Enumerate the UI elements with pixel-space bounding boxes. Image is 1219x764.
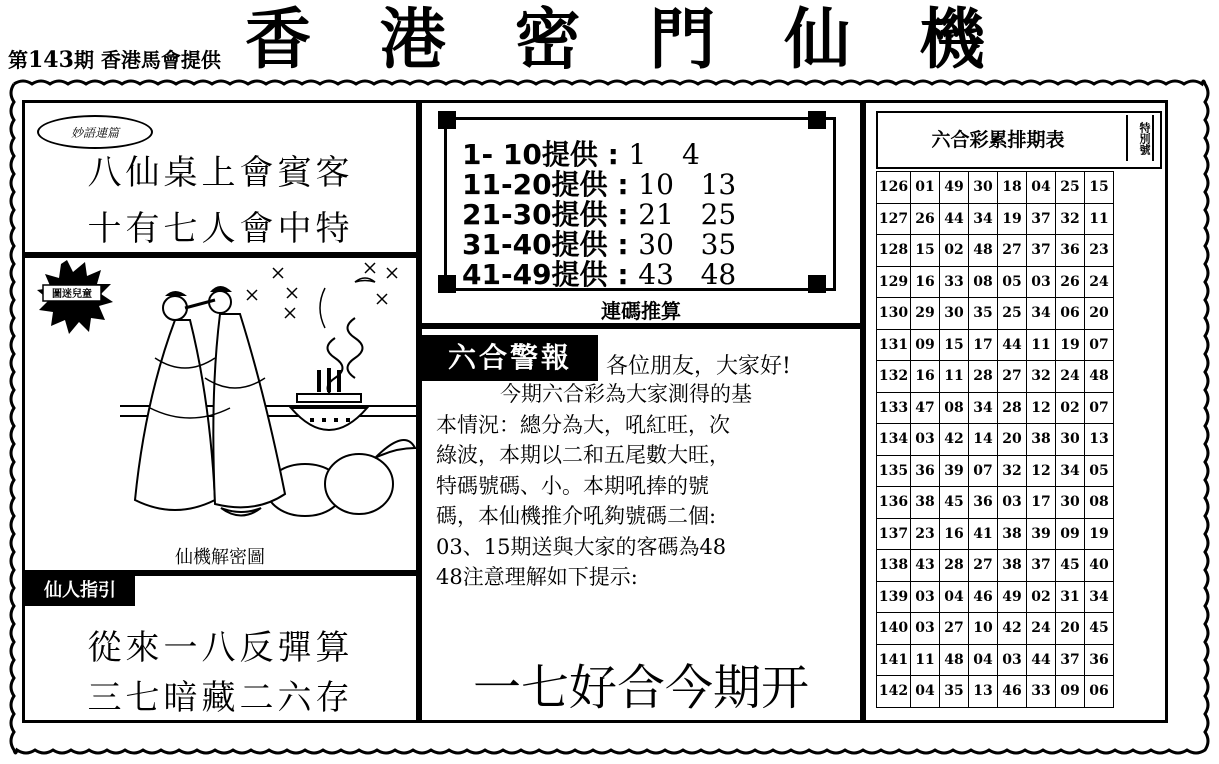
special-number-cell: 34	[1085, 581, 1114, 613]
number-cell: 09	[1056, 518, 1085, 550]
number-cell: 46	[998, 676, 1027, 708]
corner-ornament-icon	[808, 111, 826, 129]
table-row	[877, 361, 1114, 393]
table-row	[877, 581, 1114, 613]
oval-label: 妙語連篇	[37, 115, 153, 149]
number-cell: 04	[940, 581, 969, 613]
title-char: 仙	[784, 1, 851, 78]
number-cell: 35	[940, 676, 969, 708]
number-cell: 37	[1056, 644, 1085, 676]
special-label: 特別號	[1126, 115, 1154, 161]
period-cell: 133	[877, 392, 911, 424]
range-row: 1- 10提供 : 1 4	[462, 138, 700, 171]
draw-history-panel	[863, 100, 1168, 723]
report-line: 今期六合彩為大家測得的基	[500, 382, 752, 406]
period-cell: 137	[877, 518, 911, 550]
range-row: 21-30提供 : 21 25	[462, 198, 737, 231]
special-number-cell: 20	[1085, 298, 1114, 330]
number-cell: 30	[1056, 424, 1085, 456]
number-cell: 02	[1056, 392, 1085, 424]
corner-ornament-icon	[808, 275, 826, 293]
number-cell: 25	[1056, 172, 1085, 204]
period-cell: 126	[877, 172, 911, 204]
number-cell: 01	[911, 172, 940, 204]
table-row	[877, 644, 1114, 676]
number-cell: 49	[940, 172, 969, 204]
period-cell: 134	[877, 424, 911, 456]
table-row	[877, 235, 1114, 267]
number-cell: 27	[998, 361, 1027, 393]
number-cell: 16	[940, 518, 969, 550]
number-cell: 42	[940, 424, 969, 456]
number-cell: 17	[969, 329, 998, 361]
number-cell: 10	[969, 613, 998, 645]
poem-line: 十有七人會中特	[87, 209, 354, 249]
report-line: 03、15期送與大家的客碼為48	[436, 534, 727, 559]
number-cell: 34	[969, 392, 998, 424]
special-number-cell: 19	[1085, 518, 1114, 550]
number-cell: 08	[969, 266, 998, 298]
alert-banner: 六合警報	[422, 335, 598, 381]
number-cell: 38	[1027, 424, 1056, 456]
special-number-cell: 08	[1085, 487, 1114, 519]
number-cell: 44	[1027, 644, 1056, 676]
special-number-cell: 05	[1085, 455, 1114, 487]
number-cell: 06	[1056, 298, 1085, 330]
page-title	[245, 0, 985, 80]
period-cell: 132	[877, 361, 911, 393]
guide-line: 三七暗藏二六存	[87, 678, 354, 718]
special-number-cell: 07	[1085, 329, 1114, 361]
report-line: 綠波，本期以二和五尾數大旺，	[436, 443, 730, 467]
number-cell: 48	[940, 644, 969, 676]
number-cell: 47	[911, 392, 940, 424]
number-cell: 17	[1027, 487, 1056, 519]
number-cell: 36	[911, 455, 940, 487]
table-title: 六合彩累排期表	[931, 129, 1065, 151]
period-cell: 138	[877, 550, 911, 582]
number-cell: 45	[940, 487, 969, 519]
table-row	[877, 392, 1114, 424]
number-cell: 11	[1027, 329, 1056, 361]
guide-line: 從來一八反彈算	[87, 628, 354, 668]
report-line: 碼，本仙機推介吼夠號碼二個:	[436, 504, 717, 528]
number-cell: 18	[998, 172, 1027, 204]
number-cell: 14	[969, 424, 998, 456]
number-cell: 34	[969, 203, 998, 235]
issue-number: 143	[28, 47, 74, 73]
period-cell: 130	[877, 298, 911, 330]
period-cell: 140	[877, 613, 911, 645]
title-char: 門	[649, 1, 716, 78]
report-text	[436, 379, 856, 593]
number-cell: 26	[911, 203, 940, 235]
number-cell: 32	[1027, 361, 1056, 393]
special-number-cell: 13	[1085, 424, 1114, 456]
corner-ornament-icon	[438, 111, 456, 129]
number-cell: 03	[911, 613, 940, 645]
number-cell: 13	[969, 676, 998, 708]
number-cell: 03	[998, 644, 1027, 676]
period-cell: 128	[877, 235, 911, 267]
number-cell: 44	[998, 329, 1027, 361]
image-caption: 仙機解密圖	[175, 547, 265, 568]
number-cell: 30	[940, 298, 969, 330]
number-cell: 48	[969, 235, 998, 267]
number-cell: 03	[911, 424, 940, 456]
draw-table	[876, 171, 1114, 708]
range-row: 31-40提供 : 30 35	[462, 228, 737, 261]
title-char: 香	[245, 1, 311, 78]
period-cell: 139	[877, 581, 911, 613]
issue-label	[8, 44, 221, 73]
number-cell: 45	[1056, 550, 1085, 582]
number-cell: 49	[998, 581, 1027, 613]
special-number-cell: 15	[1085, 172, 1114, 204]
number-cell: 12	[1027, 392, 1056, 424]
table-row	[877, 676, 1114, 708]
calc-caption: 連碼推算	[601, 299, 681, 323]
title-char: 機	[918, 1, 985, 78]
number-cell: 15	[911, 235, 940, 267]
number-cell: 12	[1027, 455, 1056, 487]
number-cell: 16	[911, 361, 940, 393]
table-header	[876, 111, 1162, 169]
immortal-illustration	[25, 258, 416, 570]
table-row	[877, 455, 1114, 487]
number-cell: 28	[969, 361, 998, 393]
number-cell: 37	[1027, 235, 1056, 267]
corner-ornament-icon	[438, 275, 456, 293]
number-cell: 37	[1027, 203, 1056, 235]
number-cell: 23	[911, 518, 940, 550]
number-cell: 03	[998, 487, 1027, 519]
special-number-cell: 36	[1085, 644, 1114, 676]
number-cell: 37	[1027, 550, 1056, 582]
number-cell: 34	[1056, 455, 1085, 487]
report-line: 48注意理解如下提示:	[436, 565, 638, 589]
special-number-cell: 45	[1085, 613, 1114, 645]
table-row	[877, 550, 1114, 582]
number-cell: 11	[911, 644, 940, 676]
number-cell: 30	[969, 172, 998, 204]
number-cell: 26	[1056, 266, 1085, 298]
number-cell: 02	[940, 235, 969, 267]
number-cell: 19	[1056, 329, 1085, 361]
greeting: 各位朋友，大家好!	[606, 354, 791, 379]
number-cell: 15	[940, 329, 969, 361]
number-cell: 20	[1056, 613, 1085, 645]
number-cell: 27	[969, 550, 998, 582]
number-cell: 36	[969, 487, 998, 519]
number-cell: 30	[1056, 487, 1085, 519]
period-cell: 135	[877, 455, 911, 487]
special-number-cell: 40	[1085, 550, 1114, 582]
number-cell: 38	[998, 550, 1027, 582]
number-cell: 38	[911, 487, 940, 519]
badge-label: 圖迷兒童	[52, 289, 92, 300]
title-char: 密	[514, 1, 581, 78]
number-cell: 33	[940, 266, 969, 298]
period-cell: 131	[877, 329, 911, 361]
special-number-cell: 07	[1085, 392, 1114, 424]
number-cell: 36	[1056, 235, 1085, 267]
period-cell: 136	[877, 487, 911, 519]
special-number-cell: 23	[1085, 235, 1114, 267]
range-row: 41-49提供 : 43 48	[462, 258, 737, 291]
number-cell: 39	[1027, 518, 1056, 550]
number-cell: 20	[998, 424, 1027, 456]
bottom-hint: 一七好合今期开	[472, 660, 809, 716]
table-row	[877, 424, 1114, 456]
number-cell: 03	[911, 581, 940, 613]
number-cell: 24	[1027, 613, 1056, 645]
number-cell: 19	[998, 203, 1027, 235]
table-row	[877, 487, 1114, 519]
number-cell: 09	[911, 329, 940, 361]
number-cell: 28	[940, 550, 969, 582]
number-cell: 24	[1056, 361, 1085, 393]
number-cell: 11	[940, 361, 969, 393]
number-cell: 27	[998, 235, 1027, 267]
guide-panel	[22, 573, 419, 723]
period-cell: 142	[877, 676, 911, 708]
table-row	[877, 613, 1114, 645]
table-row	[877, 266, 1114, 298]
report-line: 特碼號碼、小。本期吼捧的號	[436, 473, 709, 498]
number-cell: 35	[969, 298, 998, 330]
number-cell: 04	[1027, 172, 1056, 204]
number-cell: 44	[940, 203, 969, 235]
table-row	[877, 329, 1114, 361]
number-cell: 46	[969, 581, 998, 613]
special-number-cell: 06	[1085, 676, 1114, 708]
period-cell: 129	[877, 266, 911, 298]
number-cell: 29	[911, 298, 940, 330]
number-cell: 33	[1027, 676, 1056, 708]
number-cell: 41	[969, 518, 998, 550]
number-cell: 05	[998, 266, 1027, 298]
special-number-cell: 48	[1085, 361, 1114, 393]
special-number-cell: 24	[1085, 266, 1114, 298]
report-line: 本情況：總分為大，吼紅旺，次	[436, 412, 730, 437]
range-panel	[419, 100, 863, 326]
table-row	[877, 172, 1114, 204]
number-cell: 31	[1056, 581, 1085, 613]
number-cell: 34	[1027, 298, 1056, 330]
issue-suffix: 期 香港馬會提供	[73, 48, 221, 72]
issue-prefix: 第	[8, 48, 28, 72]
number-cell: 08	[940, 392, 969, 424]
alert-panel	[419, 326, 863, 723]
number-cell: 03	[1027, 266, 1056, 298]
number-cell: 32	[1056, 203, 1085, 235]
guide-banner: 仙人指引	[25, 576, 135, 606]
range-row: 11-20提供 : 10 13	[462, 168, 737, 201]
number-cell: 42	[998, 613, 1027, 645]
number-cell: 04	[969, 644, 998, 676]
number-cell: 09	[1056, 676, 1085, 708]
number-cell: 28	[998, 392, 1027, 424]
poem-line: 八仙桌上會賓客	[87, 153, 354, 193]
table-row	[877, 203, 1114, 235]
number-cell: 02	[1027, 581, 1056, 613]
period-cell: 127	[877, 203, 911, 235]
poem-panel	[22, 100, 419, 255]
number-cell: 07	[969, 455, 998, 487]
number-cell: 39	[940, 455, 969, 487]
number-cell: 25	[998, 298, 1027, 330]
table-row	[877, 298, 1114, 330]
title-char: 港	[379, 1, 446, 78]
special-number-cell: 11	[1085, 203, 1114, 235]
number-cell: 16	[911, 266, 940, 298]
number-cell: 38	[998, 518, 1027, 550]
period-cell: 141	[877, 644, 911, 676]
number-cell: 04	[911, 676, 940, 708]
number-cell: 43	[911, 550, 940, 582]
illustration-panel	[22, 255, 419, 573]
table-row	[877, 518, 1114, 550]
number-cell: 32	[998, 455, 1027, 487]
number-cell: 27	[940, 613, 969, 645]
